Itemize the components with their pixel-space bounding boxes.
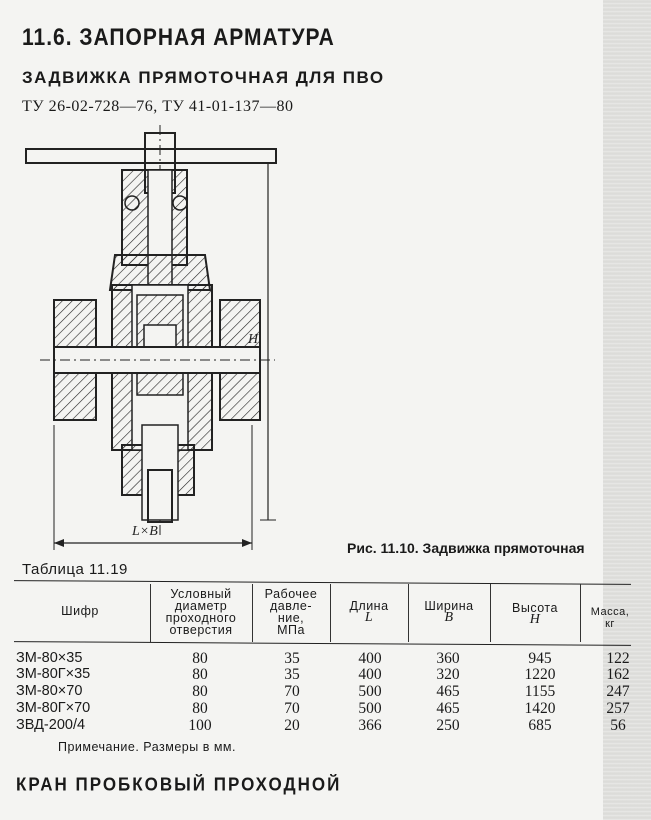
handwheel-bar	[26, 149, 276, 163]
header-code: Шифр	[61, 604, 99, 618]
header-diameter: Условный диаметр проходного отверстия	[165, 587, 237, 637]
table-header-rule	[14, 641, 631, 646]
header-height: Высота H	[512, 601, 558, 627]
product-title: ЗАДВИЖКА ПРЯМОТОЧНАЯ ДЛЯ ПВО	[22, 68, 385, 87]
height-label: H	[248, 332, 259, 347]
header-mass: Масса, кг	[590, 606, 630, 630]
column-divider	[150, 584, 151, 642]
figure-caption: Рис. 11.10. Задвижка прямоточная	[347, 540, 585, 556]
column-divider	[252, 584, 253, 642]
header-length: Длина L	[349, 599, 389, 625]
next-section-heading: КРАН ПРОБКОВЫЙ ПРОХОДНОЙ	[16, 774, 342, 795]
section-heading: 11.6. ЗАПОРНАЯ АРМАТУРА	[22, 24, 335, 51]
column-divider	[330, 584, 331, 642]
width-label: L×B	[132, 524, 158, 539]
column-divider	[490, 584, 491, 642]
valve-drawing	[20, 125, 320, 555]
header-width: Ширина B	[424, 599, 474, 625]
table-note: Примечание. Размеры в мм.	[58, 740, 236, 754]
table-top-rule	[14, 580, 631, 585]
standard-reference: ТУ 26-02-728—76, ТУ 41-01-137—80	[22, 98, 294, 115]
header-pressure: Рабочее давле- ние, МПа	[264, 587, 318, 637]
column-divider	[580, 584, 581, 642]
column-divider	[408, 584, 409, 642]
table-title: Таблица 11.19	[22, 561, 128, 578]
